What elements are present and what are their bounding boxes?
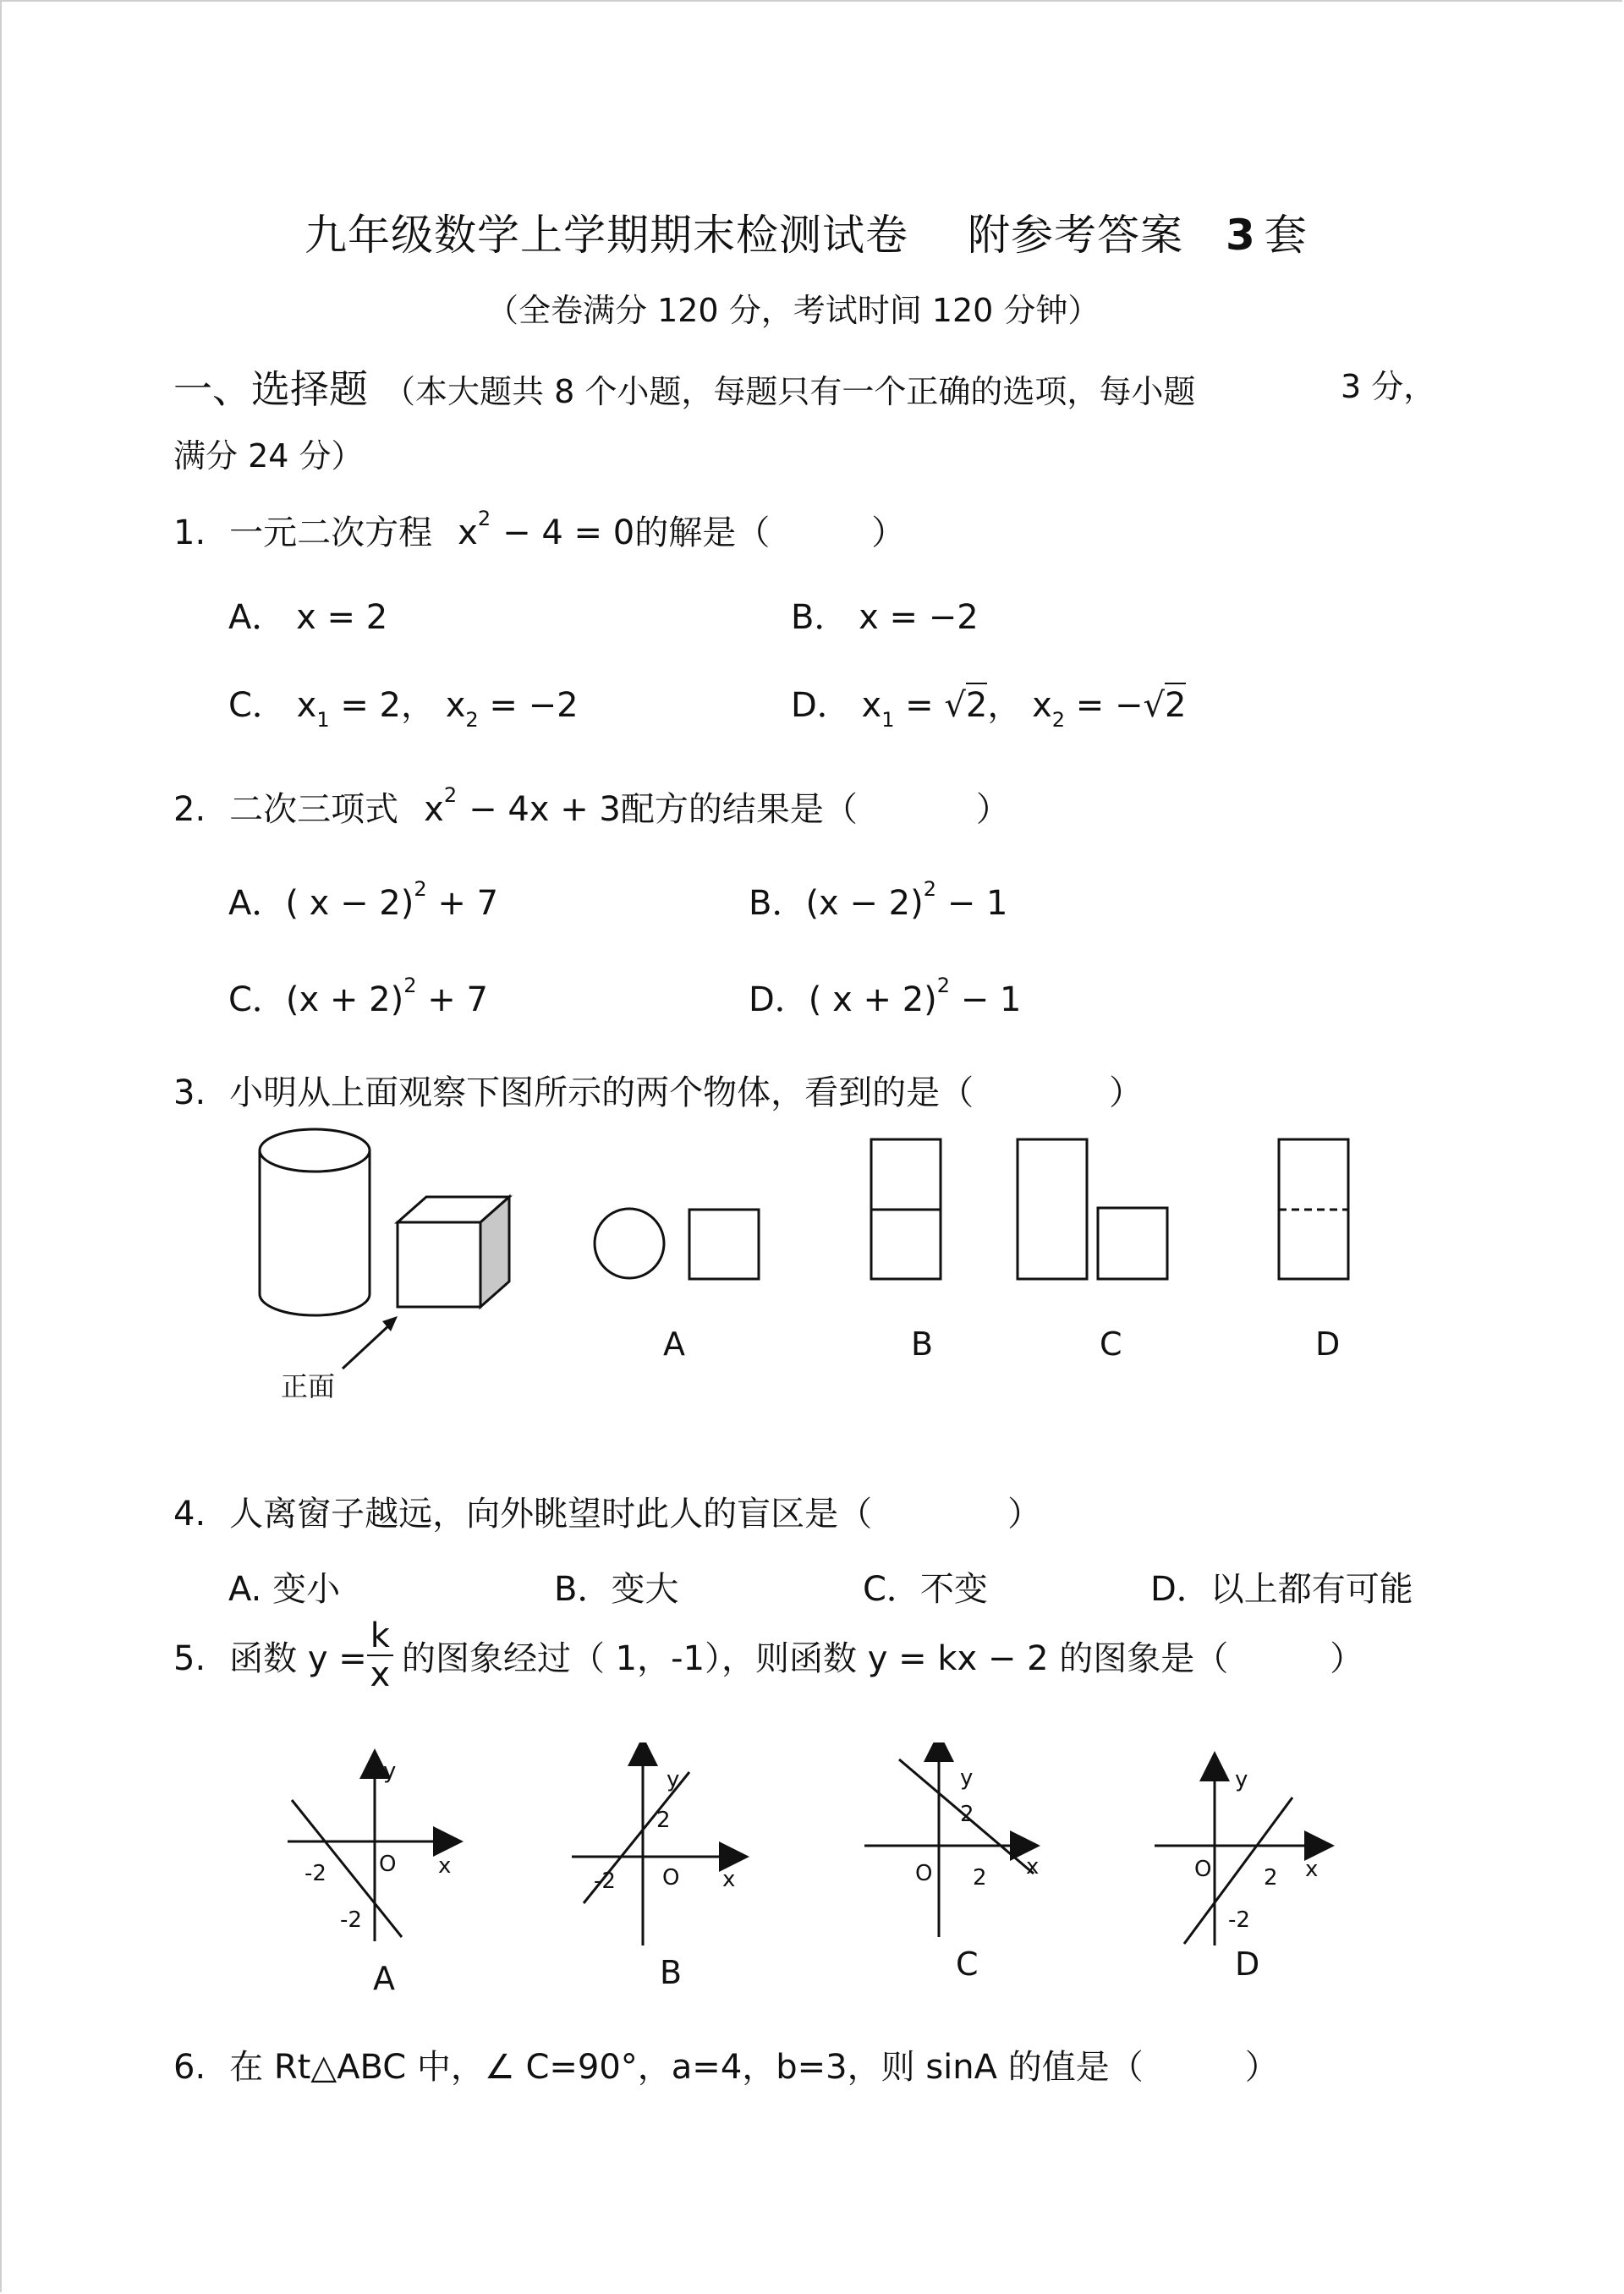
graph-c-tick-y: 2 <box>960 1802 974 1827</box>
front-label: 正面 <box>281 1370 336 1402</box>
cylinder-figure <box>260 1129 370 1315</box>
graph-a-origin: O <box>379 1852 397 1877</box>
q3-figures <box>0 1100 1624 1455</box>
q3-label-b: B <box>911 1325 934 1363</box>
q5-label-a: A <box>373 1960 395 1996</box>
q3-label-d: D <box>1315 1325 1341 1363</box>
q1-option-c[interactable]: C． $x_1 = 2$， $x_2 = -2$ <box>228 686 579 732</box>
graph-d-tick-x: 2 <box>1264 1865 1278 1891</box>
question-6: 6. 在 Rt△ABC 中，∠ C=90°，a=4，b=3，则 sinA 的值是（ ） <box>173 2048 1279 2087</box>
q1-option-b[interactable]: B． x = −2 <box>791 598 979 637</box>
graph-c-x-label: x <box>1026 1854 1040 1880</box>
front-arrow-icon <box>343 1316 398 1369</box>
question-4: 4. 人离窗子越远，向外眺望时此人的盲区是（ ） <box>173 1495 1042 1534</box>
q5-label-d: D <box>1235 1946 1260 1983</box>
fraction-k-over-x: $\frac{k}{x}$ <box>367 1617 393 1693</box>
q3-option-c-figure[interactable] <box>1018 1139 1167 1279</box>
section-heading: 一、选择题 （本大题共 8 个小题，每题只有一个正确的选项，每小题 <box>173 366 1196 412</box>
graph-b-tick-x: -2 <box>594 1869 616 1894</box>
q5-label-c: C <box>956 1946 979 1983</box>
graph-b-origin: O <box>662 1865 680 1891</box>
graph-c-y-label: y <box>960 1765 974 1791</box>
q2-option-b[interactable]: B．$(x - 2)^2 - 1$ <box>749 877 1008 923</box>
q5-graph-c[interactable] <box>864 1747 1034 1937</box>
q5-graph-a[interactable] <box>288 1764 448 1941</box>
graph-a-tick-x: -2 <box>304 1861 326 1886</box>
q1-option-d[interactable]: D． $x_1 = √2$， $x_2 = -√2$ <box>791 678 1186 727</box>
q4-option-d[interactable]: D．以上都有可能 <box>1150 1570 1413 1609</box>
q4-option-a[interactable]: A. 变小 <box>228 1570 341 1609</box>
q4-option-b[interactable]: B．变大 <box>554 1570 679 1609</box>
q1-option-a[interactable]: A． x = 2 <box>228 598 388 637</box>
q2-option-a[interactable]: A．( x − 2)$^2$ + 7 <box>228 877 499 923</box>
q4-option-c[interactable]: C．不变 <box>863 1570 988 1609</box>
graph-b-tick-y: 2 <box>656 1808 671 1833</box>
graph-d-origin: O <box>1194 1857 1212 1882</box>
graph-d-y-label: y <box>1235 1767 1248 1792</box>
q3-option-b-figure[interactable] <box>871 1139 941 1279</box>
page-title: 九年级数学上学期期末检测试卷 附参考答案 3 套 <box>304 211 1308 260</box>
section-points: 3 分， <box>1341 368 1436 405</box>
graph-d-tick-y: -2 <box>1228 1907 1250 1933</box>
question-1: 1. 一元二次方程 $x^2 - 4 = 0$的解是（ ） <box>173 507 906 552</box>
q5-graph-b[interactable] <box>572 1751 734 1946</box>
q2-option-c[interactable]: C．$(x + 2)^2 + 7$ <box>228 974 488 1019</box>
q3-option-a-figure[interactable] <box>595 1209 759 1279</box>
graph-a-tick-y: -2 <box>340 1907 362 1933</box>
question-2: 2. 二次三项式 $x^2 - 4x + 3$配方的结果是（ ） <box>173 783 1010 829</box>
graph-c-tick-x: 2 <box>973 1865 987 1891</box>
section-total: 满分 24 分） <box>173 437 364 475</box>
q3-option-d-figure[interactable] <box>1279 1139 1348 1279</box>
graph-c-origin: O <box>915 1861 933 1886</box>
question-5: 5. 函数 y = $\frac{k}{x}$ 的图象经过（ 1，-1），则函数 y = kx − 2 的图象是（ ） <box>173 1616 1364 1694</box>
cube-figure <box>398 1197 509 1307</box>
graph-a-x-label: x <box>438 1853 452 1879</box>
q5-label-b: B <box>660 1954 683 1991</box>
graph-b-x-label: x <box>722 1867 736 1892</box>
page-subtitle: （全卷满分 120 分，考试时间 120 分钟） <box>486 292 1100 329</box>
q5-graphs <box>0 1742 1624 1996</box>
q2-option-d[interactable]: D．( x + 2)$^2$ − 1 <box>749 974 1022 1019</box>
graph-d-x-label: x <box>1305 1857 1319 1882</box>
graph-b-y-label: y <box>667 1767 680 1792</box>
q3-label-c: C <box>1100 1325 1122 1363</box>
graph-a-y-label: y <box>383 1759 397 1784</box>
q3-label-a: A <box>663 1325 685 1363</box>
question-3: 3. 小明从上面观察下图所示的两个物体，看到的是（ ） <box>173 1073 1144 1112</box>
